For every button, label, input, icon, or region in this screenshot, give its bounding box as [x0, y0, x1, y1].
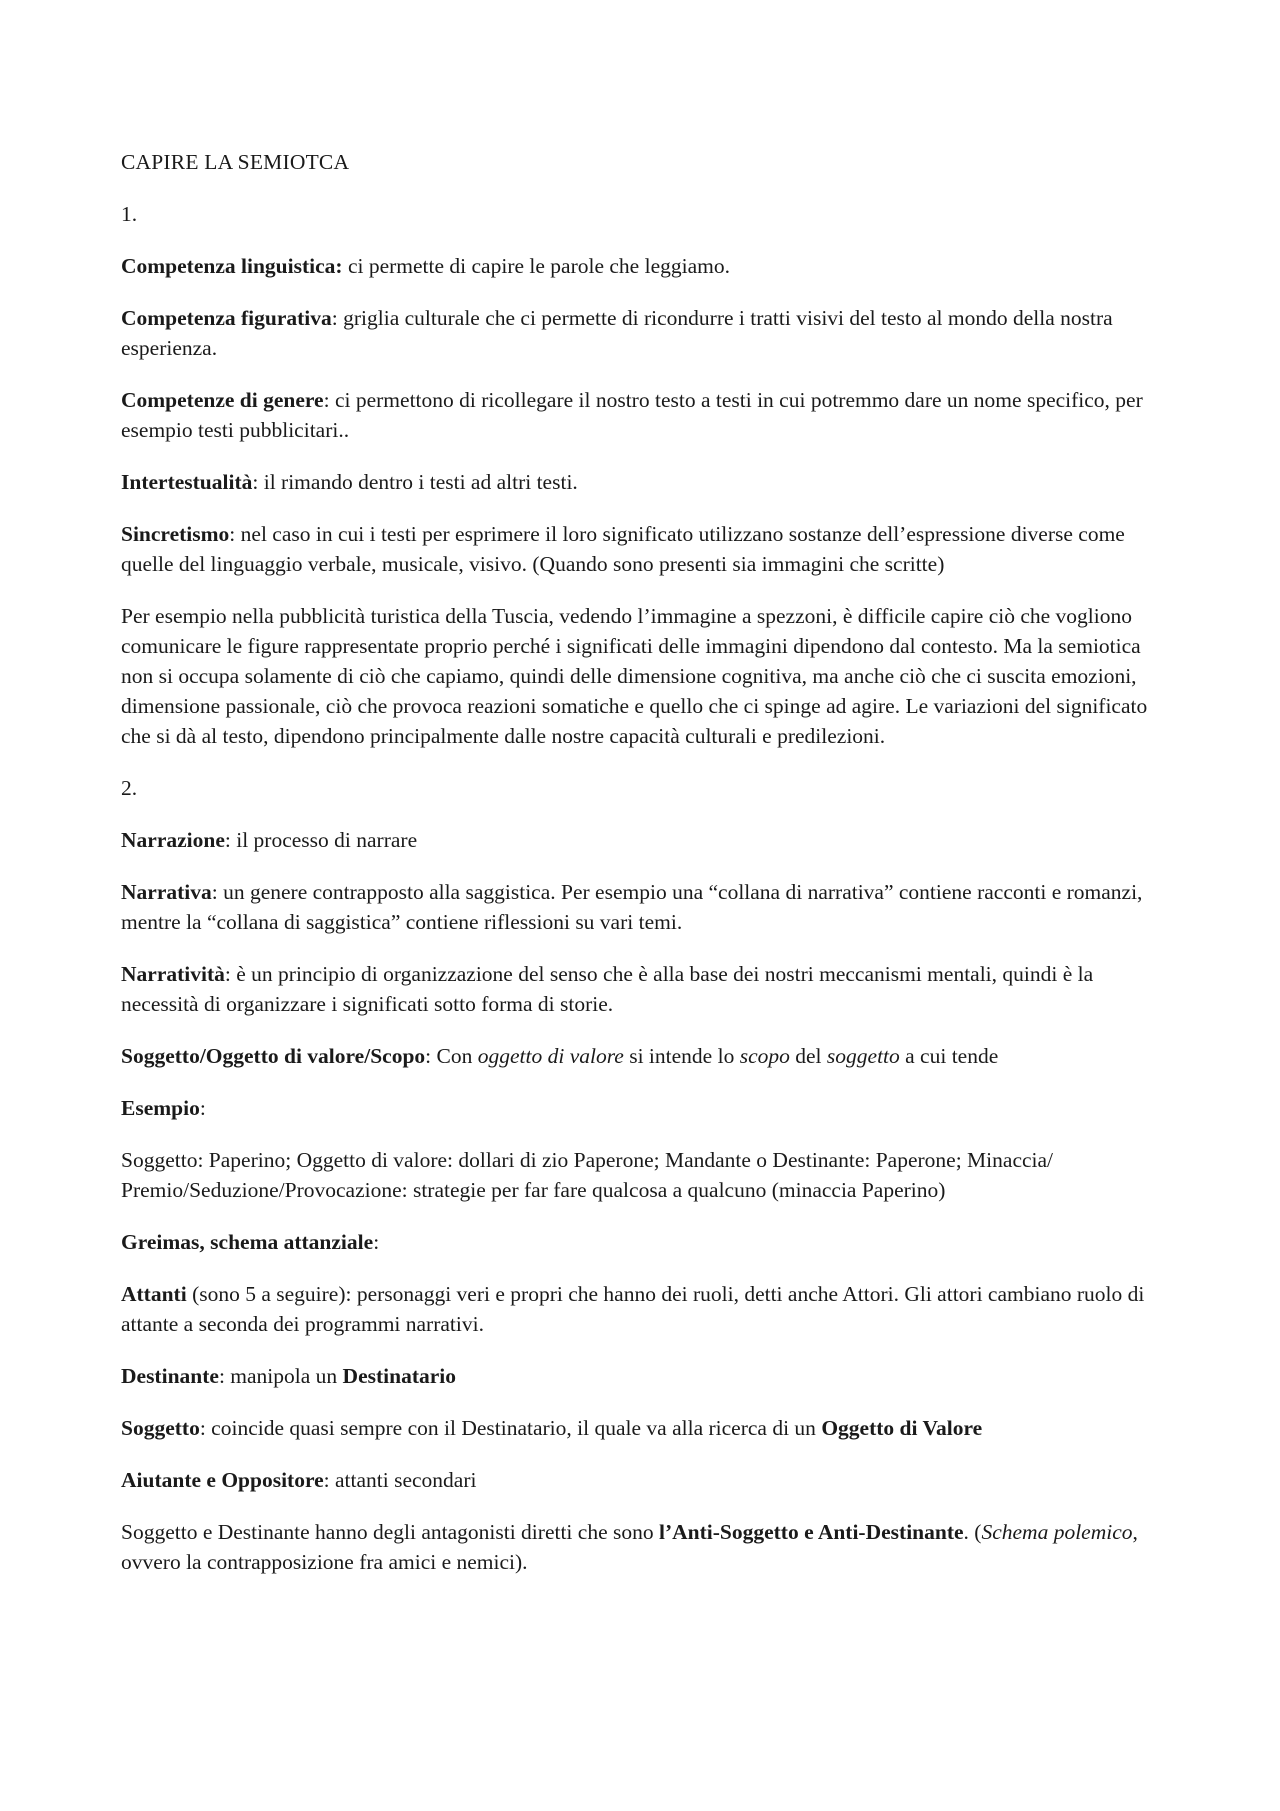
definition: : griglia culturale che ci permette di ricondurre i tratti visivi del testo al mondo della nostra esperienza. [121, 306, 1113, 360]
term: Sincretismo [121, 522, 230, 546]
definition: : il rimando dentro i testi ad altri testi. [252, 470, 578, 494]
term: Competenza linguistica: [121, 254, 343, 278]
paragraph-narrativita [121, 959, 1166, 1019]
paragraph-soggetto-oggetto-scopo [121, 1041, 1166, 1071]
paragraph-greimas [121, 1227, 1166, 1257]
paragraph-tuscia-example: Per esempio nella pubblicità turistica della Tuscia, vedendo l’immagine a spezzoni, è difficile capire ciò che vogliono comunicare le figure rappresentate proprio perché i significati delle immagini dipendono dal contesto. Ma la semiotica non si occupa solamente di ciò che capiamo, quindi delle dimensione cognitiva, ma anche ciò che ci suscita emozioni, dimensione passionale, ciò che provoca reazioni somatiche e quello che ci spinge ad agire. Le variazioni del significato che si dà al testo, dipendono principalmente dalle nostre capacità culturali e predilezioni. [121, 604, 1148, 748]
term: Narratività [121, 962, 225, 986]
bold-fragment: l’Anti-Soggetto e Anti-Destinante [658, 1520, 964, 1544]
term: Competenze di genere [121, 388, 324, 412]
paragraph-competenza-figurativa [121, 303, 1166, 363]
paragraph-esempio [121, 1093, 1166, 1123]
paragraph-intertestualita [121, 467, 1166, 497]
term: Attanti [121, 1282, 187, 1306]
term: Intertestualità [121, 470, 253, 494]
text-fragment: , ovvero la contrapposizione fra amici e nemici). [121, 1520, 1138, 1574]
document-title: CAPIRE LA SEMIOTCA [121, 150, 350, 174]
definition: (sono 5 a seguire): personaggi veri e propri che hanno dei ruoli, detti anche Attori. Gli attori cambiano ruolo di attante a seconda dei programmi narrativi. [121, 1282, 1145, 1336]
definition: ci permette di capire le parole che leggiamo. [342, 254, 730, 278]
paragraph-soggetto [121, 1413, 1166, 1443]
paragraph-aiutante-oppositore [121, 1465, 1166, 1495]
italic-fragment: scopo [739, 1044, 790, 1068]
definition: : il processo di narrare [224, 828, 418, 852]
definition: : nel caso in cui i testi per esprimere il loro significato utilizzano sostanze dell’espressione diverse come quelle del linguaggio verbale, musicale, visivo. (Quando sono presenti sia immagini che scritte) [121, 522, 1125, 576]
text-fragment: . ( [963, 1520, 982, 1544]
text-fragment: del [789, 1044, 827, 1068]
section-2-number: 2. [121, 776, 138, 800]
italic-fragment: soggetto [826, 1044, 900, 1068]
document-page [121, 147, 1166, 1599]
text-fragment: : Con [425, 1044, 478, 1068]
paragraph-narrativa [121, 877, 1166, 937]
paragraph-attanti [121, 1279, 1166, 1339]
paragraph-anti-soggetto [121, 1517, 1166, 1577]
term: Soggetto/Oggetto di valore/Scopo [121, 1044, 426, 1068]
paragraph-competenze-di-genere [121, 385, 1166, 445]
italic-fragment: Schema polemico [981, 1520, 1133, 1544]
italic-fragment: oggetto di valore [477, 1044, 624, 1068]
term: Aiutante e Oppositore [121, 1468, 324, 1492]
definition: : manipola un [218, 1364, 343, 1388]
term-secondary: Destinatario [342, 1364, 456, 1388]
definition: : coincide quasi sempre con il Destinatario, il quale va alla ricerca di un [199, 1416, 822, 1440]
definition: : attanti secondari [323, 1468, 477, 1492]
paragraph-sincretismo [121, 519, 1166, 579]
definition: : un genere contrapposto alla saggistica. Per esempio una “collana di narrativa” contiene racconti e romanzi, mentre la “collana di saggistica” contiene riflessioni su vari temi. [121, 880, 1143, 934]
term: Greimas, schema attanziale [121, 1230, 374, 1254]
definition: : [373, 1230, 380, 1254]
paragraph-destinante [121, 1361, 1166, 1391]
definition: : è un principio di organizzazione del senso che è alla base dei nostri meccanismi mentali, quindi è la necessità di organizzare i significati sotto forma di storie. [121, 962, 1094, 1016]
definition: : [199, 1096, 206, 1120]
paragraph-narrazione [121, 825, 1166, 855]
term: Esempio [121, 1096, 200, 1120]
term: Destinante [121, 1364, 219, 1388]
text-fragment: si intende lo [623, 1044, 740, 1068]
text-fragment: Soggetto e Destinante hanno degli antagonisti diretti che sono [121, 1520, 659, 1544]
term: Competenza figurativa [121, 306, 332, 330]
text-fragment: a cui tende [899, 1044, 999, 1068]
term: Narrativa [121, 880, 212, 904]
paragraph-competenza-linguistica [121, 251, 1166, 281]
definition: : ci permettono di ricollegare il nostro testo a testi in cui potremmo dare un nome specifico, per esempio testi pubblicitari.. [121, 388, 1143, 442]
term: Narrazione [121, 828, 225, 852]
section-1-number: 1. [121, 202, 138, 226]
term-secondary: Oggetto di Valore [821, 1416, 983, 1440]
term: Soggetto [121, 1416, 200, 1440]
paragraph-paperino-example: Soggetto: Paperino; Oggetto di valore: dollari di zio Paperone; Mandante o Destinante: Paperone; Minaccia/ Premio/Seduzione/Provocazione: strategie per far fare qualcosa a qualcuno (minaccia Paperino) [121, 1148, 1054, 1202]
